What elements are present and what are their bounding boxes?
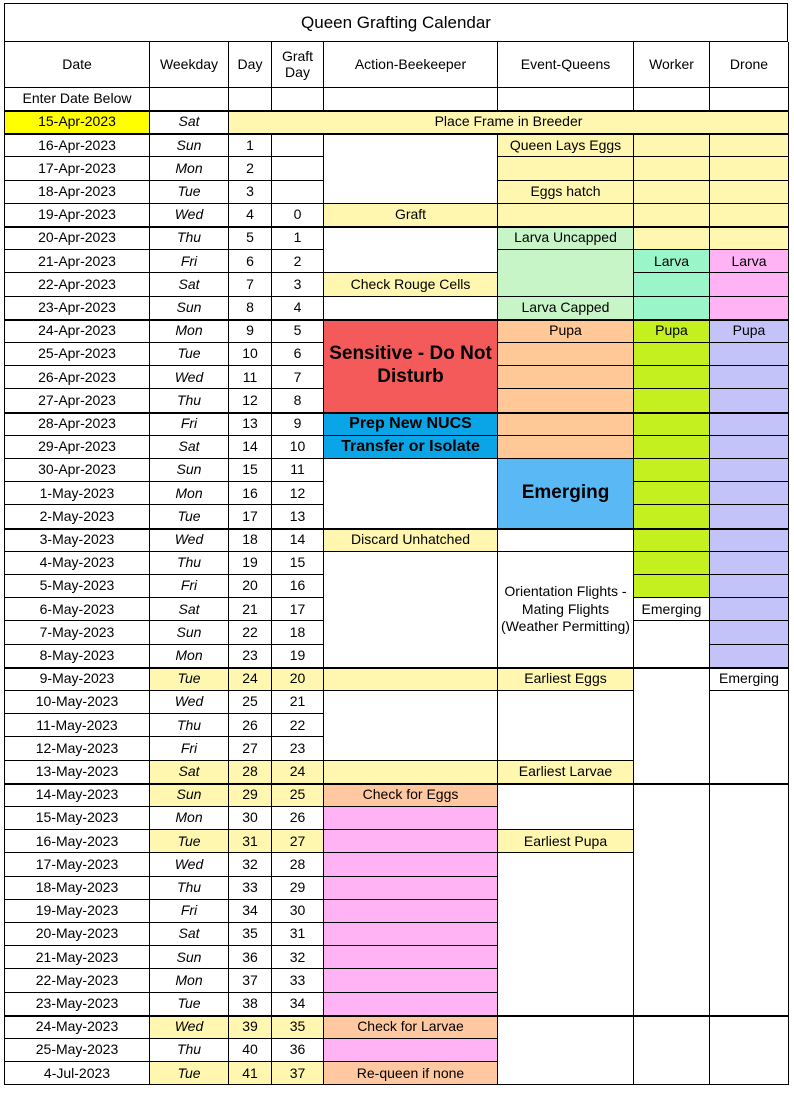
worker-egg-cell — [634, 227, 710, 250]
action-empty — [324, 297, 498, 320]
graft-day-cell: 14 — [272, 529, 324, 552]
graft-day-cell: 37 — [272, 1062, 324, 1085]
graft-day-cell: 22 — [272, 714, 324, 737]
worker-pupa-cell — [634, 459, 710, 482]
worker-egg-cell — [634, 157, 710, 180]
graft-day-cell: 28 — [272, 853, 324, 876]
day-cell: 25 — [229, 691, 272, 714]
day-cell: 27 — [229, 737, 272, 760]
date-cell[interactable]: 19-May-2023 — [4, 900, 150, 923]
graft-day-cell: 7 — [272, 366, 324, 389]
column-header-date: Date — [4, 42, 150, 88]
weekday-cell: Thu — [150, 227, 229, 250]
graft-day-cell: 1 — [272, 227, 324, 250]
empty-cell — [272, 88, 324, 111]
graft-day-cell: 36 — [272, 1039, 324, 1062]
event-empty — [498, 853, 634, 1085]
pink-action-cell — [324, 946, 498, 969]
weekday-cell: Tue — [150, 343, 229, 366]
date-cell[interactable]: 25-May-2023 — [4, 1039, 150, 1062]
week-divider — [4, 1015, 789, 1017]
weekday-cell: Sat — [150, 761, 229, 784]
earliest-larvae-event: Earliest Larvae — [498, 761, 634, 784]
weekday-cell: Mon — [150, 157, 229, 180]
drone-pupa-cell — [710, 459, 789, 482]
transfer-or-isolate-action: Transfer or Isolate — [324, 436, 498, 459]
event-highlight — [498, 204, 634, 227]
eggs-hatch-event: Eggs hatch — [498, 181, 634, 204]
weekday-cell: Mon — [150, 320, 229, 343]
empty-cell — [498, 88, 634, 111]
empty-cell — [634, 88, 710, 111]
date-cell[interactable]: 3-May-2023 — [4, 529, 150, 552]
day-cell: 31 — [229, 830, 272, 853]
date-cell[interactable]: 20-Apr-2023 — [4, 227, 150, 250]
sensitive-do-not-disturb: Sensitive - Do Not Disturb — [324, 320, 498, 413]
drone-empty — [710, 691, 789, 1085]
weekday-cell: Mon — [150, 482, 229, 505]
day-cell: 41 — [229, 1062, 272, 1085]
day-cell: 35 — [229, 923, 272, 946]
worker-larva-label: Larva — [634, 250, 710, 273]
orientation-mating-flights-event: Orientation Flights - Mating Flights (Weather Permitting) — [498, 552, 634, 668]
graft-day-cell: 4 — [272, 297, 324, 320]
week-divider — [4, 319, 789, 321]
drone-egg-cell — [710, 204, 789, 227]
graft-day-cell: 11 — [272, 459, 324, 482]
day-cell: 33 — [229, 877, 272, 900]
drone-emerging-label: Emerging — [710, 668, 789, 691]
graft-day-cell: 2 — [272, 250, 324, 273]
event-empty — [498, 784, 634, 830]
drone-larva-cell — [710, 297, 789, 320]
re-queen-action: Re-queen if none — [324, 1062, 498, 1085]
worker-pupa-cell — [634, 436, 710, 459]
day-cell: 9 — [229, 320, 272, 343]
drone-larva-cell — [710, 273, 789, 296]
queen-pupa-event: Pupa — [498, 320, 634, 343]
graft-day-cell: 15 — [272, 552, 324, 575]
weekday-cell: Wed — [150, 366, 229, 389]
earliest-pupa-event: Earliest Pupa — [498, 830, 634, 853]
day-cell: 22 — [229, 621, 272, 644]
graft-day-cell: 3 — [272, 273, 324, 296]
day-cell: 12 — [229, 389, 272, 412]
worker-emerging-label: Emerging — [634, 598, 710, 621]
worker-pupa-cell — [634, 529, 710, 552]
drone-pupa-cell — [710, 645, 789, 668]
date-cell[interactable]: 22-Apr-2023 — [4, 273, 150, 296]
weekday-cell: Thu — [150, 877, 229, 900]
date-cell[interactable]: 8-May-2023 — [4, 645, 150, 668]
weekday-cell: Wed — [150, 853, 229, 876]
drone-egg-cell — [710, 181, 789, 204]
date-cell[interactable]: 26-Apr-2023 — [4, 366, 150, 389]
column-header-weekday: Weekday — [150, 42, 229, 88]
weekday-cell: Fri — [150, 575, 229, 598]
weekday-cell: Mon — [150, 969, 229, 992]
date-cell[interactable]: 10-May-2023 — [4, 691, 150, 714]
drone-egg-cell — [710, 227, 789, 250]
drone-pupa-cell — [710, 505, 789, 528]
empty-cell — [229, 88, 272, 111]
weekday-cell: Sun — [150, 134, 229, 157]
week-divider — [4, 528, 789, 530]
worker-pupa-cell — [634, 413, 710, 436]
column-header-drone: Drone — [710, 42, 789, 88]
weekday-cell: Mon — [150, 645, 229, 668]
action-highlight — [324, 761, 498, 784]
day-cell: 38 — [229, 993, 272, 1016]
day-cell: 30 — [229, 807, 272, 830]
drone-larva-label: Larva — [710, 250, 789, 273]
graft-day-cell: 0 — [272, 204, 324, 227]
date-cell[interactable]: 18-May-2023 — [4, 877, 150, 900]
weekday-cell: Thu — [150, 389, 229, 412]
column-header-event: Event-Queens — [498, 42, 634, 88]
pink-action-cell — [324, 1039, 498, 1062]
worker-pupa-cell — [634, 575, 710, 598]
date-cell[interactable]: 20-May-2023 — [4, 923, 150, 946]
drone-pupa-cell — [710, 343, 789, 366]
graft-day-cell: 32 — [272, 946, 324, 969]
worker-egg-cell — [634, 134, 710, 157]
weekday-cell: Wed — [150, 204, 229, 227]
day-cell: 24 — [229, 668, 272, 691]
week-divider — [4, 110, 789, 112]
event-pupa-fill — [498, 343, 634, 366]
date-cell[interactable]: 9-May-2023 — [4, 668, 150, 691]
weekday-cell: Sat — [150, 923, 229, 946]
date-cell[interactable]: 15-Apr-2023 — [4, 111, 150, 134]
date-cell[interactable]: 29-Apr-2023 — [4, 436, 150, 459]
worker-pupa-cell — [634, 552, 710, 575]
weekday-cell: Sun — [150, 621, 229, 644]
event-larva-fill — [498, 250, 634, 296]
graft-day-cell: 13 — [272, 505, 324, 528]
graft-action: Graft — [324, 204, 498, 227]
date-cell[interactable]: 16-Apr-2023 — [4, 134, 150, 157]
day-cell: 2 — [229, 157, 272, 180]
date-cell[interactable]: 28-Apr-2023 — [4, 413, 150, 436]
graft-day-cell: 16 — [272, 575, 324, 598]
date-cell[interactable]: 25-Apr-2023 — [4, 343, 150, 366]
day-cell: 20 — [229, 575, 272, 598]
date-cell[interactable]: 23-Apr-2023 — [4, 297, 150, 320]
date-cell[interactable]: 2-May-2023 — [4, 505, 150, 528]
worker-pupa-cell — [634, 482, 710, 505]
action-highlight — [324, 668, 498, 691]
worker-egg-cell — [634, 181, 710, 204]
pink-action-cell — [324, 969, 498, 992]
day-cell: 39 — [229, 1016, 272, 1039]
event-pupa-fill — [498, 413, 634, 436]
event-pupa-fill — [498, 436, 634, 459]
day-cell: 11 — [229, 366, 272, 389]
day-cell: 40 — [229, 1039, 272, 1062]
weekday-cell: Tue — [150, 830, 229, 853]
weekday-cell: Wed — [150, 1016, 229, 1039]
date-cell[interactable]: 13-May-2023 — [4, 761, 150, 784]
weekday-cell: Sun — [150, 297, 229, 320]
day-cell: 6 — [229, 250, 272, 273]
graft-day-cell: 23 — [272, 737, 324, 760]
empty-cell — [710, 88, 789, 111]
weekday-cell: Fri — [150, 413, 229, 436]
date-cell[interactable]: 30-Apr-2023 — [4, 459, 150, 482]
worker-pupa-cell — [634, 343, 710, 366]
weekday-cell: Tue — [150, 181, 229, 204]
check-for-larvae-action: Check for Larvae — [324, 1016, 498, 1039]
discard-unhatched-action: Discard Unhatched — [324, 529, 498, 552]
day-cell: 18 — [229, 529, 272, 552]
day-cell: 13 — [229, 413, 272, 436]
worker-egg-cell — [634, 204, 710, 227]
worker-pupa-cell — [634, 366, 710, 389]
graft-day-cell: 35 — [272, 1016, 324, 1039]
graft-day-cell: 31 — [272, 923, 324, 946]
event-pupa-fill — [498, 389, 634, 412]
larva-uncapped-event: Larva Uncapped — [498, 227, 634, 250]
graft-day-cell: 10 — [272, 436, 324, 459]
weekday-cell: Thu — [150, 552, 229, 575]
weekday-cell: Wed — [150, 691, 229, 714]
graft-day-cell: 6 — [272, 343, 324, 366]
column-header-day: Day — [229, 42, 272, 88]
action-empty — [324, 552, 498, 668]
drone-egg-cell — [710, 134, 789, 157]
grafting-calendar-sheet — [4, 3, 790, 1089]
graft-day-cell: 12 — [272, 482, 324, 505]
week-divider — [4, 412, 789, 414]
drone-pupa-cell — [710, 413, 789, 436]
day-cell: 3 — [229, 181, 272, 204]
weekday-cell: Sun — [150, 784, 229, 807]
earliest-eggs-event: Earliest Eggs — [498, 668, 634, 691]
drone-pupa-cell — [710, 621, 789, 644]
larva-capped-event: Larva Capped — [498, 297, 634, 320]
date-cell[interactable]: 24-May-2023 — [4, 1016, 150, 1039]
graft-day-cell: 19 — [272, 645, 324, 668]
weekday-cell: Sun — [150, 946, 229, 969]
worker-pupa-cell — [634, 389, 710, 412]
week-divider — [4, 783, 789, 785]
weekday-cell: Tue — [150, 505, 229, 528]
graft-day-cell: 5 — [272, 320, 324, 343]
graft-day-cell: 17 — [272, 598, 324, 621]
date-cell[interactable]: 27-Apr-2023 — [4, 389, 150, 412]
weekday-cell: Sat — [150, 436, 229, 459]
weekday-cell: Sun — [150, 459, 229, 482]
pink-action-cell — [324, 877, 498, 900]
day-cell: 1 — [229, 134, 272, 157]
date-cell[interactable]: 11-May-2023 — [4, 714, 150, 737]
week-divider — [4, 133, 789, 135]
weekday-cell: Mon — [150, 807, 229, 830]
weekday-cell: Tue — [150, 1062, 229, 1085]
day-cell: 10 — [229, 343, 272, 366]
day-cell: 37 — [229, 969, 272, 992]
drone-pupa-cell — [710, 436, 789, 459]
weekday-cell: Sat — [150, 273, 229, 296]
pink-action-cell — [324, 900, 498, 923]
date-cell[interactable]: 19-Apr-2023 — [4, 204, 150, 227]
date-cell[interactable]: 6-May-2023 — [4, 598, 150, 621]
graft-day-cell: 18 — [272, 621, 324, 644]
weekday-cell: Thu — [150, 714, 229, 737]
week-divider — [4, 667, 789, 669]
enter-date-label: Enter Date Below — [4, 88, 150, 111]
day-cell: 34 — [229, 900, 272, 923]
date-cell[interactable]: 5-May-2023 — [4, 575, 150, 598]
date-cell[interactable]: 15-May-2023 — [4, 807, 150, 830]
action-empty — [324, 134, 498, 204]
column-header-action: Action-Beekeeper — [324, 42, 498, 88]
graft-day-cell — [272, 157, 324, 180]
worker-pupa-label: Pupa — [634, 320, 710, 343]
event-empty — [498, 529, 634, 552]
day-cell: 5 — [229, 227, 272, 250]
weekday-cell: Tue — [150, 993, 229, 1016]
worker-larva-cell — [634, 297, 710, 320]
day-cell: 14 — [229, 436, 272, 459]
action-empty — [324, 227, 498, 273]
graft-day-cell: 8 — [272, 389, 324, 412]
day-cell: 17 — [229, 505, 272, 528]
date-cell[interactable]: 23-May-2023 — [4, 993, 150, 1016]
date-cell[interactable]: 24-Apr-2023 — [4, 320, 150, 343]
check-for-eggs-action: Check for Eggs — [324, 784, 498, 807]
event-empty — [498, 691, 634, 761]
drone-pupa-cell — [710, 575, 789, 598]
action-empty — [324, 459, 498, 529]
drone-pupa-cell — [710, 598, 789, 621]
worker-larva-cell — [634, 273, 710, 296]
pink-action-cell — [324, 853, 498, 876]
weekday-cell: Fri — [150, 900, 229, 923]
graft-day-cell: 24 — [272, 761, 324, 784]
day-cell: 15 — [229, 459, 272, 482]
date-cell[interactable]: 12-May-2023 — [4, 737, 150, 760]
column-header-worker: Worker — [634, 42, 710, 88]
column-header-graft-day: Graft Day — [272, 42, 324, 88]
weekday-cell: Tue — [150, 668, 229, 691]
day-cell: 23 — [229, 645, 272, 668]
weekday-cell: Sat — [150, 598, 229, 621]
graft-day-cell — [272, 181, 324, 204]
queen-lays-eggs-event: Queen Lays Eggs — [498, 134, 634, 157]
day-cell: 8 — [229, 297, 272, 320]
weekday-cell: Fri — [150, 250, 229, 273]
day-cell: 36 — [229, 946, 272, 969]
empty-cell — [150, 88, 229, 111]
weekday-cell: Wed — [150, 529, 229, 552]
graft-day-cell: 27 — [272, 830, 324, 853]
place-frame-banner: Place Frame in Breeder — [229, 111, 789, 134]
day-cell: 21 — [229, 598, 272, 621]
graft-day-cell: 20 — [272, 668, 324, 691]
date-cell[interactable]: 14-May-2023 — [4, 784, 150, 807]
date-cell[interactable]: 17-Apr-2023 — [4, 157, 150, 180]
date-cell[interactable]: 4-Jul-2023 — [4, 1062, 150, 1085]
graft-day-cell: 33 — [272, 969, 324, 992]
weekday-cell: Thu — [150, 1039, 229, 1062]
drone-pupa-cell — [710, 482, 789, 505]
event-highlight — [498, 157, 634, 180]
weekday-cell: Sat — [150, 111, 229, 134]
date-cell[interactable]: 18-Apr-2023 — [4, 181, 150, 204]
date-cell[interactable]: 21-May-2023 — [4, 946, 150, 969]
date-cell[interactable]: 21-Apr-2023 — [4, 250, 150, 273]
empty-cell — [324, 88, 498, 111]
action-empty — [324, 691, 498, 761]
pink-action-cell — [324, 807, 498, 830]
drone-pupa-cell — [710, 552, 789, 575]
graft-day-cell: 21 — [272, 691, 324, 714]
date-cell[interactable]: 7-May-2023 — [4, 621, 150, 644]
page-title: Queen Grafting Calendar — [4, 3, 788, 42]
graft-day-cell: 26 — [272, 807, 324, 830]
date-cell[interactable]: 4-May-2023 — [4, 552, 150, 575]
day-cell: 29 — [229, 784, 272, 807]
queen-emerging-event: Emerging — [498, 459, 634, 529]
day-cell: 4 — [229, 204, 272, 227]
prep-new-nucs-action: Prep New NUCS — [324, 413, 498, 436]
day-cell: 16 — [229, 482, 272, 505]
graft-day-cell: 34 — [272, 993, 324, 1016]
drone-pupa-cell — [710, 389, 789, 412]
graft-day-cell: 25 — [272, 784, 324, 807]
pink-action-cell — [324, 923, 498, 946]
date-cell[interactable]: 17-May-2023 — [4, 853, 150, 876]
graft-day-cell: 9 — [272, 413, 324, 436]
worker-pupa-cell — [634, 505, 710, 528]
drone-pupa-cell — [710, 529, 789, 552]
pink-action-cell — [324, 993, 498, 1016]
week-divider — [4, 226, 789, 228]
weekday-cell: Fri — [150, 737, 229, 760]
pink-action-cell — [324, 830, 498, 853]
date-cell[interactable]: 22-May-2023 — [4, 969, 150, 992]
drone-egg-cell — [710, 157, 789, 180]
day-cell: 28 — [229, 761, 272, 784]
graft-day-cell — [272, 134, 324, 157]
day-cell: 32 — [229, 853, 272, 876]
day-cell: 7 — [229, 273, 272, 296]
day-cell: 26 — [229, 714, 272, 737]
check-rouge-cells-action: Check Rouge Cells — [324, 273, 498, 296]
date-cell[interactable]: 1-May-2023 — [4, 482, 150, 505]
graft-day-cell: 29 — [272, 877, 324, 900]
day-cell: 19 — [229, 552, 272, 575]
drone-pupa-cell — [710, 366, 789, 389]
date-cell[interactable]: 16-May-2023 — [4, 830, 150, 853]
graft-day-cell: 30 — [272, 900, 324, 923]
drone-pupa-label: Pupa — [710, 320, 789, 343]
event-pupa-fill — [498, 366, 634, 389]
